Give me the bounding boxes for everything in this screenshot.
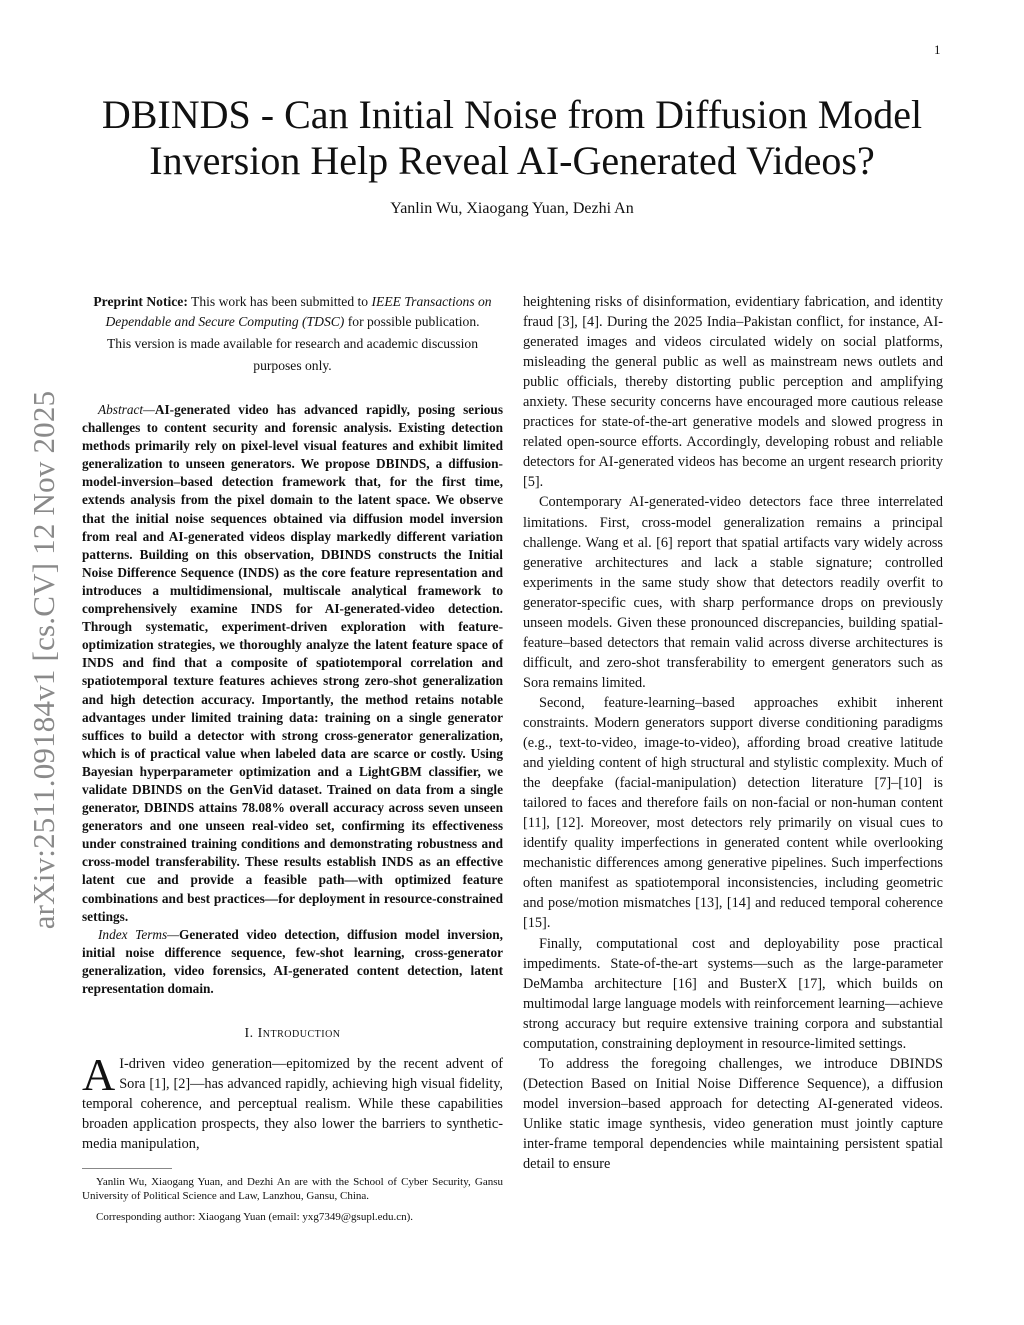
abstract-label: Abstract— [98, 402, 155, 417]
paragraph-limitations: Contemporary AI-generated-video detectors face three interrelated limitations. First, cross-model generalization remains a principal challenge. Wang et al. [6] report that spatial artifacts vary widely across generative architectures and lack a stable signature; controlled experiments in the same study show that detectors readily overfit to generator-specific cues, with sharp performance drops on previously unseen models. Given these pronounced discrepancies, building spatial-feature–based detectors that remain valid across diverse architectures is difficult, and zero-shot transferability to emergent generators such as Sora remains limited. [523, 494, 943, 691]
paragraph-computational-cost: Finally, computational cost and deployability pose practical impediments. State-of-the-art systems—such as the large-parameter DeMamba architecture [16] and BusterX [17], which builds on multimodal large language models with reinforcement learning—achieve strong accuracy but require extensive training corpora and substantial computation, constraining deployment in resource-limited settings. [523, 935, 943, 1052]
footnote-corresponding-author: Corresponding author: Xiaogang Yuan (email: yxg7349@gsupl.edu.cn). [96, 1210, 414, 1223]
paper-title: DBINDS - Can Initial Noise from Diffusion Model Inversion Help Reveal AI-Generated Videos? [101, 92, 923, 183]
preprint-notice-suffix: for possible publication. [347, 313, 480, 329]
index-terms-label: Index Terms— [98, 926, 180, 942]
index-terms-text: Generated video detection, diffusion model inversion, initial noise difference sequence, few-shot learning, cross-generator generalization, video forensics, AI-generated content detection, latent representation domain. [82, 926, 503, 996]
drop-cap-letter: A [82, 1048, 116, 1100]
section-heading-introduction: I. Introduction [244, 1026, 341, 1042]
author-list: Yanlin Wu, Xiaogang Yuan, Dezhi An [390, 200, 634, 217]
preprint-notice-label: Preprint Notice: [93, 294, 188, 309]
paragraph-feature-learning: Second, feature-learning–based approaches exhibit inherent constraints. Modern generators support diverse conditioning paradigms (e.g., text-to-video, image-to-video), affording broad creative latitude and yielding content of high structural and stylistic complexity. Much of the deepfake (facial-manipulation) detection literature [7]–[10] is tailored to faces and therefore fails on non-facial or non-human content [11], [12]. Moreover, most detectors rely primarily on visual cues to identify quality imperfections in generated content while overlooking mechanistic differences among generative pipelines. Such imperfections often manifest as spatiotemporal inconsistencies, including geometric and pose/motion mismatches [13], [14] and reduced temporal coherence [15]. [523, 694, 943, 932]
paragraph-dbinds-intro: To address the foregoing challenges, we introduce DBINDS (Detection Based on Initial Noise Difference Sequence), a diffusion model inversion–based approach for detecting AI-generated videos. Unlike static image synthesis, video generation must jointly capture inter-frame temporal dependencies while maintaining persistent spatial detail to ensure [523, 1055, 943, 1173]
footnote-affiliation: Yanlin Wu, Xiaogang Yuan, and Dezhi An are with the School of Cyber Security, Gansu University of Political Science and Law, Lanzhou, Gansu, China. [82, 1175, 503, 1203]
preprint-notice [82, 292, 503, 331]
abstract [82, 401, 503, 926]
page-number: 1 [934, 42, 941, 57]
arxiv-identifier-stamp: arXiv:2511.09184v1 [cs.CV] 12 Nov 2025 [26, 390, 61, 930]
preprint-notice-venue: IEEE Transactions on Dependable and Secure Computing (TDSC) [105, 294, 492, 329]
preprint-notice-text: This work has been submitted to [191, 294, 369, 309]
intro-paragraph [82, 1048, 503, 1154]
footnote-divider [82, 1168, 172, 1169]
paragraph-continued: heightening risks of disinformation, evidentiary fabrication, and identity fraud [3], [4]. During the 2025 India–Pakistan conflict, for instance, AI-generated images and videos circulated widely on social platforms, misleading the general public as well as mainstream news outlets and public officials, thereby distorting public perception and amplifying anxiety. These security concerns have encouraged more cautious release practices for state-of-the-art generative models and slowed progress in related open-source efforts. Accordingly, developing robust and reliable detectors for AI-generated videos has become an urgent research priority [5]. [523, 294, 943, 491]
right-column [523, 292, 943, 1174]
intro-paragraph-text: I-driven video generation—epitomized by the recent advent of Sora [1], [2]—has advanced rapidly, achieving high visual fidelity, temporal coherence, and perceptual realism. While these capabilities broaden application prospects, they also lower the barriers to synthetic-media manipulation, [82, 1055, 503, 1152]
preprint-notice-line2: This version is made available for research and academic discussion purposes only. [106, 336, 479, 373]
left-column [82, 292, 503, 1224]
abstract-text: AI-generated video has advanced rapidly, posing serious challenges to content security and forensic analysis. Existing detection methods primarily rely on pixel-level visual features and exhibit limited generalization to unseen generators. We propose DBINDS, a diffusion-model-inversion–based detection framework that, for the first time, extends analysis from the pixel domain to the latent space. We observe that the initial noise sequences obtained via diffusion model inversion from real and AI-generated videos display markedly different variation patterns. Building on this observation, DBINDS constructs the Initial Noise Difference Sequence (INDS) as the core feature representation and introduces a multidimensional, multiscale analytical framework to comprehensively examine INDS for AI-generated-video detection. Through systematic, experiment-driven exploration with feature-optimization strategies, we thoroughly analyze the latent feature space of INDS and find that a composite of spatiotemporal correlation and spatiotemporal texture features achieves strong zero-shot generalization and high detection accuracy. Importantly, the method retains notable advantages under limited training data: training on a single generator suffices to build a detector with strong cross-generator generalization, which is of practical value when labeled data are scarce or costly. Using Bayesian hyperparameter optimization and a LightGBM classifier, we validate DBINDS on the GenVid dataset. Trained on data from a single generator, DBINDS attains 78.08% overall accuracy across seven unseen generators and one unseen real-video set, confirming its effectiveness under constrained training conditions and demonstrating robustness and cross-model transferability. These results establish INDS as an effective latent cue and provide a feasible path—with optimized feature combinations and best practices—for deployment in resource-constrained settings. [82, 402, 503, 924]
index-terms [82, 926, 503, 998]
